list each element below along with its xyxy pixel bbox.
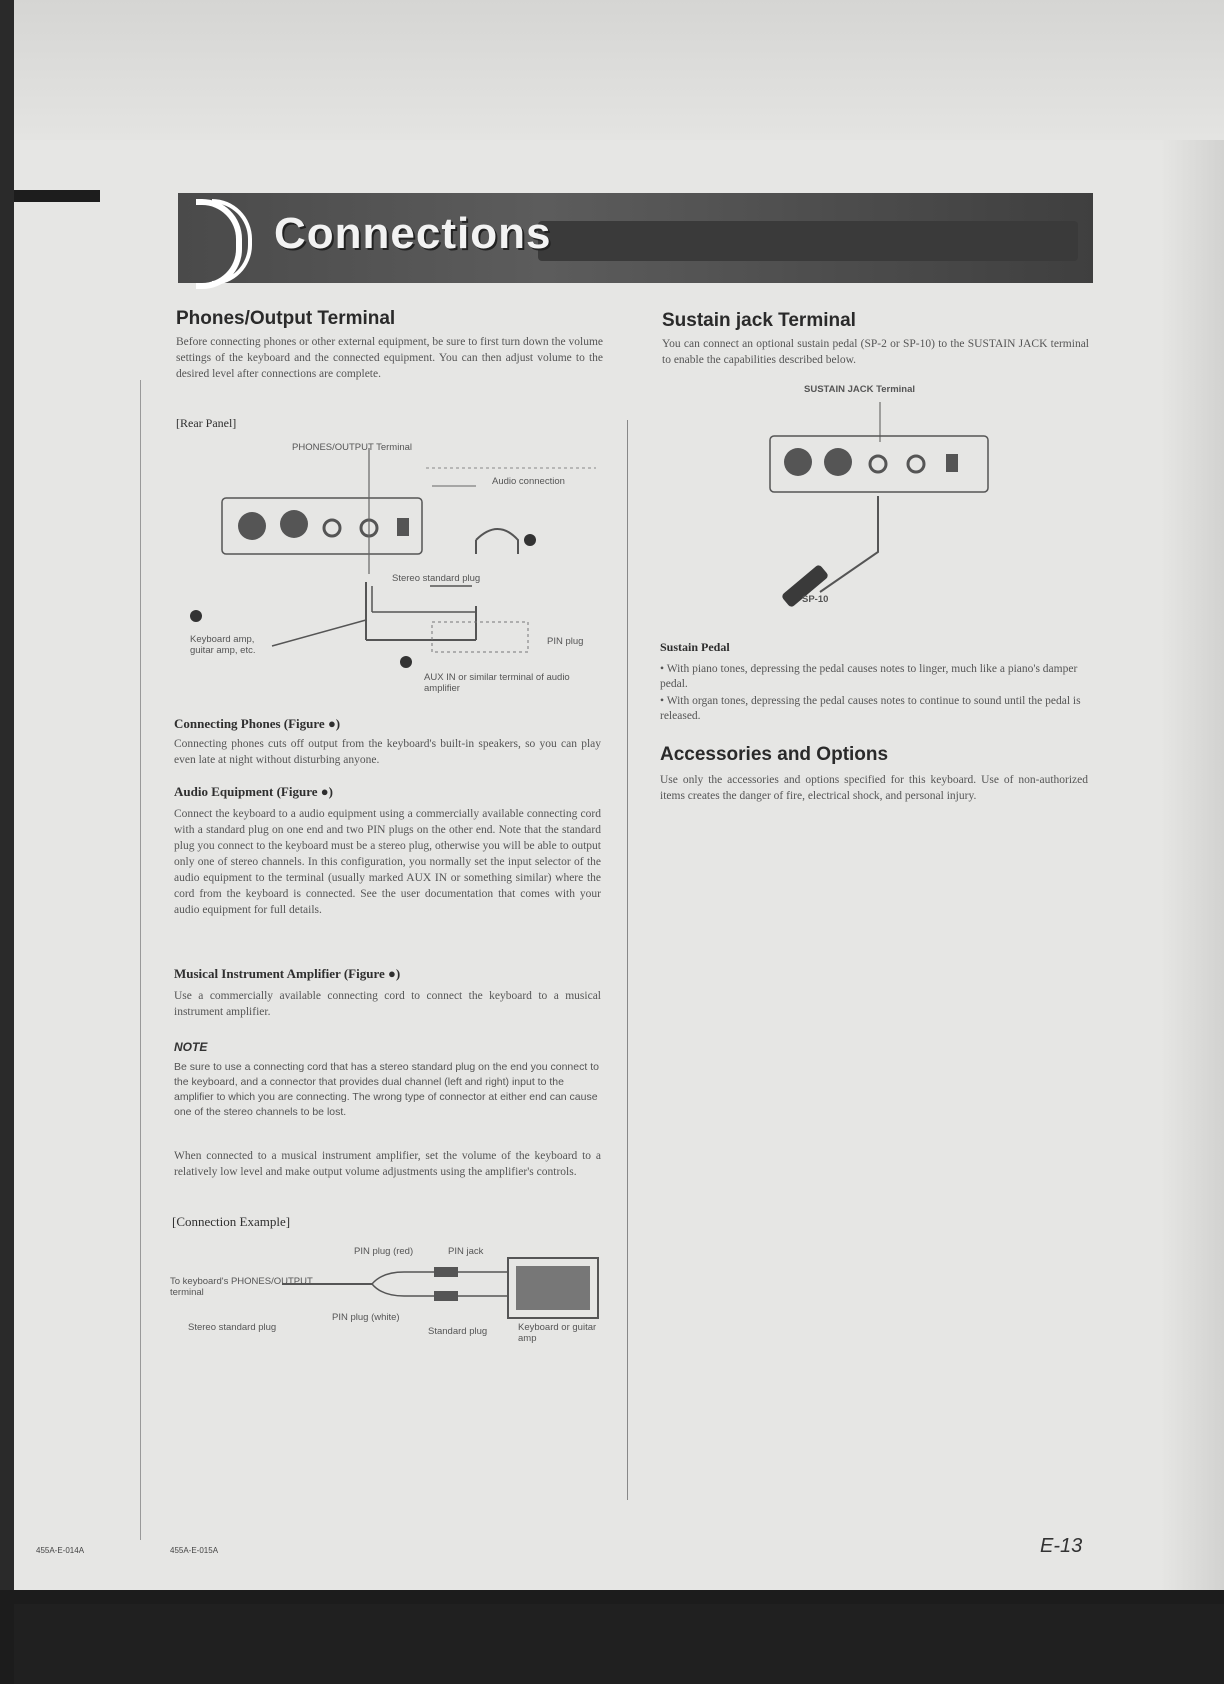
- connecting-phones-text: Connecting phones cuts off output from the keyboard's built-in speakers, so you can play even late at night without disturbing anyone.: [174, 738, 601, 766]
- figure-b-marker: [190, 610, 202, 622]
- amp-heading: Musical Instrument Amplifier (Figure ●): [174, 966, 401, 981]
- page-title: Connections: [274, 209, 552, 258]
- din-socket-icon: [824, 448, 852, 476]
- sustain-text: You can connect an optional sustain pedal (SP-2 or SP-10) to the SUSTAIN JACK terminal to enable the capabilities described below.: [662, 338, 1089, 366]
- connecting-phones-heading: Connecting Phones (Figure ●): [174, 716, 341, 731]
- rear-panel-label: [Rear Panel]: [176, 416, 237, 430]
- dc-jack-icon: [946, 454, 958, 472]
- sustain-jack-diagram: [760, 402, 1000, 612]
- bullet-1-text: With piano tones, depressing the pedal causes notes to linger, much like a piano's damper pedal.: [660, 663, 1078, 690]
- audio-connection-label: Audio connection: [492, 476, 565, 487]
- example-heading: [Connection Example]: [172, 1214, 291, 1229]
- footer-center-code: 455A-E-015A: [170, 1546, 219, 1555]
- amp-text: Use a commercially available connecting cord to connect the keyboard to a musical instrument amplifier.: [174, 990, 601, 1018]
- amp-text-2: When connected to a musical instrument amplifier, set the volume of the keyboard to a relatively low level and make output volume adjustments using the amplifier's controls.: [174, 1150, 601, 1178]
- amplifier-grille-icon: [516, 1266, 590, 1310]
- dc-jack-icon: [397, 518, 409, 536]
- din-socket-icon: [784, 448, 812, 476]
- audio-text: Connect the keyboard to a audio equipment using a commercially available connecting cord with a standard plug on one end and two PIN plugs on the other end. Note that the standard plug you connect to the keyboard must be a stereo plug, otherwise you will be able to output only one of stereo channels. In this configuration, you normally set the input selector of the audio equipment to the terminal (usually marked AUX IN or something similar) where the cord from the keyboard is connected. See the user documentation that comes with your audio equipment for full details.: [174, 808, 601, 916]
- din-socket-icon: [238, 512, 266, 540]
- pin-plug-white-label: PIN plug (white): [332, 1312, 400, 1323]
- figure-a-marker: [524, 534, 536, 546]
- note-text: Be sure to use a connecting cord that has a stereo standard plug on the end you connect to the keyboard, and a connector that provides dual channel (left and right) input to the amplifier to which you are connecting. The wrong type of connector at either end can cause one of the stereo channels to be lost.: [174, 1061, 599, 1118]
- note-title: NOTE: [174, 1040, 208, 1054]
- pin-plug-white-icon: [434, 1291, 458, 1301]
- accessories-heading: Accessories and Options: [660, 744, 889, 765]
- pin-plug-label: PIN plug: [547, 636, 584, 647]
- sustain-jack-icon: [870, 456, 886, 472]
- sustain-pedal-heading: Sustain Pedal: [660, 640, 730, 654]
- to-terminal-label: To keyboard's PHONES/OUTPUT terminal: [170, 1276, 313, 1298]
- bullet-2-text: With organ tones, depressing the pedal causes notes to continue to sound until the pedal is released.: [660, 695, 1081, 722]
- stereo-plug-example-label: Stereo standard plug: [188, 1322, 277, 1333]
- scan-bottom-edge: [14, 1604, 1224, 1684]
- top-shadow: [0, 0, 1224, 140]
- column-divider: [627, 420, 628, 1500]
- banner-arc-icon: [212, 199, 252, 285]
- headphones-icon: [476, 529, 518, 554]
- din-socket-icon: [280, 510, 308, 538]
- stereo-plug-label: Stereo standard plug: [392, 573, 481, 584]
- figure-c-marker: [400, 656, 412, 668]
- jack-icon: [908, 456, 924, 472]
- accessories-text: Use only the accessories and options specified for this keyboard. Use of non-authorized items creates the danger of fire, electrical shock, and personal injury.: [660, 774, 1088, 802]
- phones-text: Before connecting phones or other external equipment, be sure to first turn down the volume settings of the keyboard and the connected equipment. You can then adjust volume to the desired level after connections are complete.: [176, 336, 603, 380]
- jack-icon: [324, 520, 340, 536]
- previous-page-strip: [14, 190, 100, 202]
- bullet-1: • With piano tones, depressing the pedal causes notes to linger, much like a piano's damper pedal.: [660, 663, 1078, 690]
- keyboard-amp-label: Keyboard amp, guitar amp, etc.: [190, 634, 256, 656]
- footer-left-code: 455A-E-014A: [36, 1546, 85, 1555]
- sustain-jack-label: SUSTAIN JACK Terminal: [804, 384, 916, 395]
- pin-jack-label: PIN jack: [448, 1246, 484, 1257]
- right-shadow: [1160, 140, 1224, 1590]
- pin-plug-red-icon: [434, 1267, 458, 1277]
- page-number: E-13: [1040, 1535, 1083, 1557]
- sustain-heading: Sustain jack Terminal: [662, 310, 856, 331]
- pin-plug-red-label: PIN plug (red): [354, 1246, 414, 1257]
- phones-output-label: PHONES/OUTPUT Terminal: [292, 442, 413, 453]
- aux-in-label: AUX IN or similar terminal of audio amplifier: [424, 672, 570, 694]
- audio-heading: Audio Equipment (Figure ●): [174, 784, 333, 799]
- keyboard-amp-example-label: Keyboard or guitar amp: [518, 1322, 597, 1344]
- bullet-2: • With organ tones, depressing the pedal causes notes to continue to sound until the pedal is released.: [660, 695, 1081, 722]
- standard-plug-label: Standard plug: [428, 1326, 488, 1337]
- section-banner: [178, 193, 1093, 283]
- left-margin-rule: [140, 380, 141, 1540]
- binding-edge: [0, 0, 14, 1600]
- sp10-label: SP-10: [802, 594, 829, 605]
- phones-heading: Phones/Output Terminal: [176, 308, 396, 329]
- banner-bar: [538, 221, 1078, 261]
